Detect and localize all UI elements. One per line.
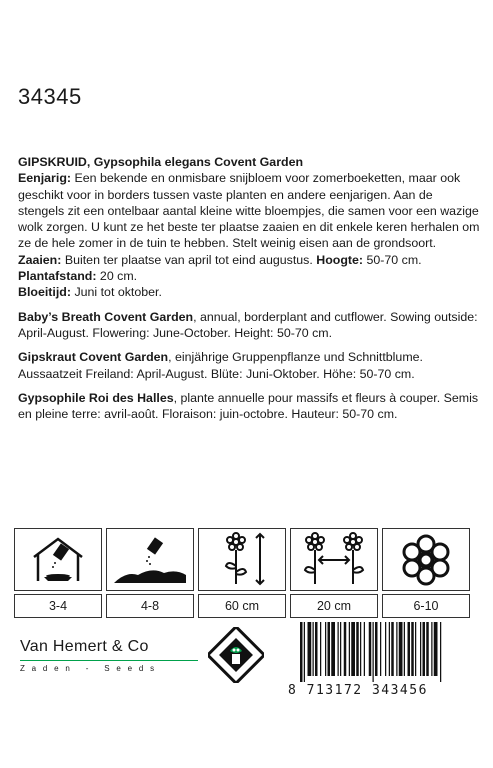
flower-icon [398,532,454,588]
barcode-bar [389,622,390,676]
barcode-bar [300,622,303,682]
label-height: Hoogte: [316,252,364,267]
barcode-bar [434,622,438,676]
barcode [300,622,483,682]
barcode-bar [369,622,372,676]
barcode-bar [375,622,378,676]
flowering-months-value: 6-10 [382,594,470,618]
barcode-bar [391,622,394,676]
barcode-bar [304,622,305,682]
french-description: Gypsophile Roi des Halles, plante annuelle pour massifs et fleurs à couper. Semis en pleine terre: avril-août. Floraison: juin-octobre. Hauteur: 50-70 cm. [18,390,479,422]
barcode-bar [331,622,335,676]
barcode-bar [380,622,381,676]
barcode-bar [308,622,312,676]
barcode-bar [420,622,421,676]
barcode-bar [320,622,321,676]
barcode-bar [399,622,403,676]
label-spacing: Plantafstand: [18,269,97,284]
sowing-depth-value: 4-8 [106,594,194,618]
barcode-bar [313,622,314,676]
barcode-bar [440,622,441,682]
barcode-bar [431,622,432,676]
barcode-bar [360,622,361,676]
cultivation-icons [14,528,470,618]
barcode-bar [328,622,331,676]
barcode-bar [344,622,347,676]
germination-value: 3-4 [14,594,102,618]
barcode-bar [426,622,429,676]
barcode-bar [349,622,350,676]
dutch-description: GIPSKRUID, Gypsophila elegans Covent Garden Eenjarig: Een bekende en onmisbare snijbloem voor zomerboeketten, maar ook geschikt voor in borders tussen vaste planten en andere eenjarigen. Aan de stengels zit een ontelbaar aantal kleine witte bloempjes, die samen voor een wazige wolk zorgen. U kunt ze het beste ter plaatse zaaien en dit enkele keren herhalen om ze de hele zomer in de tuin te hebben. Stelt weinig eisen aan de grondsoort. Zaaien: Buiten ter plaatse van april tot eind augustus. Hoogte: 50-70 cm. Plantafstand: 20 cm. Bloeitijd: Juni tot oktober. [18,155,480,300]
german-description: Gipskraut Covent Garden, einjährige Gruppenpflanze und Schnittblume. Aussaatzeit Freiland: April-August. Blüte: Juni-Oktober. Höhe: 50-70 cm. [18,350,423,381]
brand-divider [20,660,198,661]
seed-tray-icon [28,533,88,587]
label-annual: Eenjarig: [18,171,72,186]
barcode-bar [423,622,426,676]
label-bloom: Bloeitijd: [18,285,71,300]
english-description: Baby’s Breath Covent Garden, annual, borderplant and cutflower. Sowing outside: April-August. Flowering: June-October. Height: 50-70 cm. [18,309,478,340]
brand-subtitle: Zaden - Seeds [20,664,161,673]
spacing-value: 20 cm [290,594,378,618]
dutch-title: GIPSKRUID, Gypsophila elegans Covent Garden [18,155,304,169]
barcode-bar [315,622,318,676]
description [18,154,480,430]
barcode-bar [415,622,416,676]
barcode-bar [373,622,374,682]
barcode-bar [411,622,414,676]
barcode-bar [364,622,365,676]
logo-icon [208,627,264,683]
barcode-bar [404,622,405,676]
barcode-bar [351,622,355,676]
barcode-bar [356,622,359,676]
product-code: 34345 [18,84,82,109]
barcode-number: 8 713172 343456 [288,683,428,698]
brand-name: Van Hemert & Co [20,638,149,655]
sow-outdoors-icon [112,533,188,587]
barcode-bar [325,622,326,676]
plant-height-icon [212,532,272,588]
barcode-bar [408,622,411,676]
label-sowing: Zaaien: [18,252,62,267]
barcode-bar [338,622,339,676]
barcode-bar [340,622,341,676]
barcode-bar [385,622,386,676]
barcode-bar [396,622,397,676]
brand [20,638,220,673]
plant-spacing-icon [299,532,369,588]
height-value: 60 cm [198,594,286,618]
